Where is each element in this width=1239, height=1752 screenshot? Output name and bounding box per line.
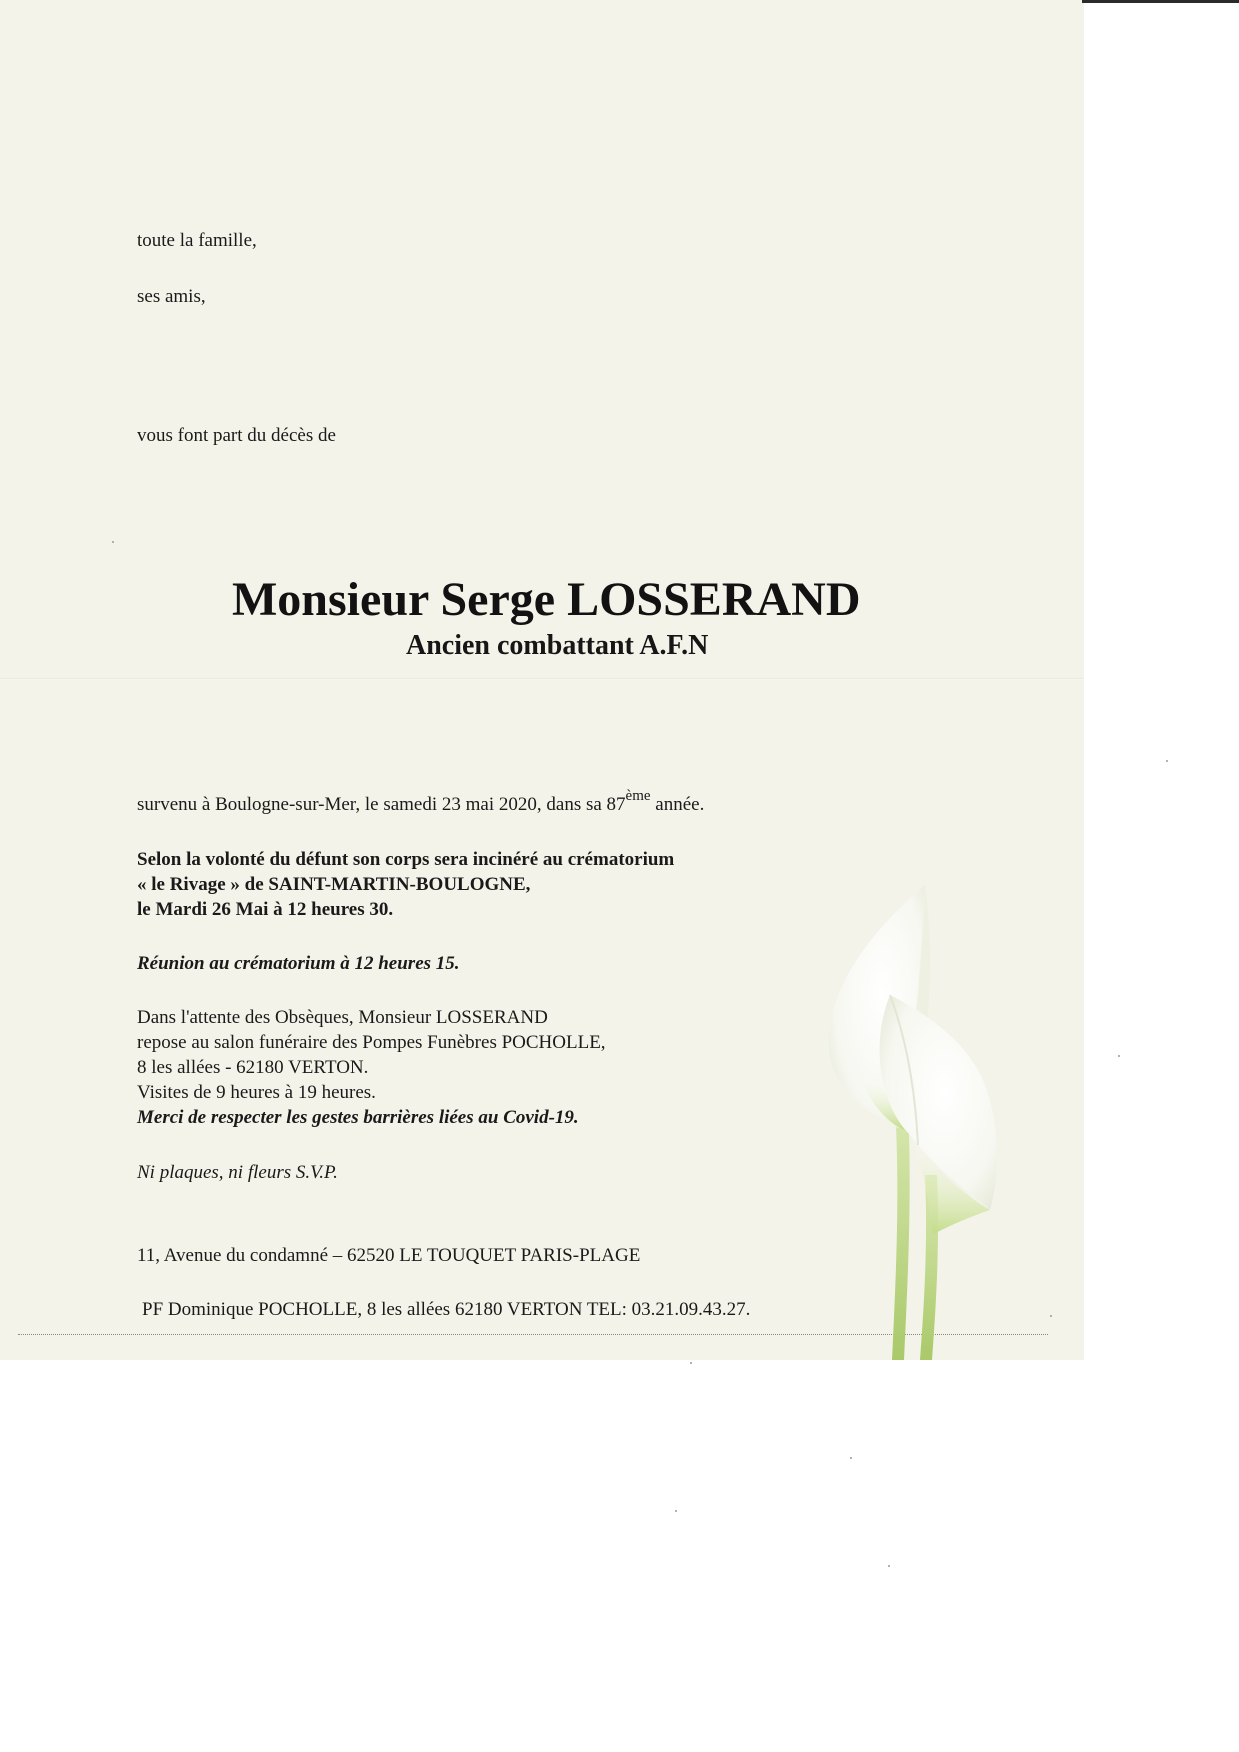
scan-speck	[112, 541, 114, 543]
rest-line-5: Merci de respecter les gestes barrières liées au Covid-19.	[137, 1107, 579, 1128]
scan-speck	[888, 1565, 890, 1567]
funeral-home-line: PF Dominique POCHOLLE, 8 les allées 62180 VERTON TEL: 03.21.09.43.27.	[142, 1299, 751, 1320]
rest-line-2: repose au salon funéraire des Pompes Funèbres POCHOLLE,	[137, 1032, 606, 1053]
death-suffix: année.	[650, 794, 705, 815]
rest-line-3: 8 les allées - 62180 VERTON.	[137, 1057, 369, 1078]
line-announce: vous font part du décès de	[137, 425, 336, 446]
scan-speck	[1166, 760, 1168, 762]
calla-lily-icon	[800, 875, 1020, 1360]
death-superscript: ème	[625, 788, 651, 804]
scan-speck	[850, 1457, 852, 1459]
no-flowers-line: Ni plaques, ni fleurs S.V.P.	[137, 1162, 338, 1183]
deceased-name: Monsieur Serge LOSSERAND	[232, 573, 861, 626]
line-friends: ses amis,	[137, 286, 206, 307]
death-text: survenu à Boulogne-sur-Mer, le samedi 23 mai 2020, dans sa 87	[137, 794, 626, 815]
scan-speck	[690, 1362, 692, 1364]
meeting-line: Réunion au crématorium à 12 heures 15.	[137, 953, 460, 974]
deceased-title: Ancien combattant A.F.N	[406, 630, 709, 661]
scan-speck	[1118, 1055, 1120, 1057]
address-line: 11, Avenue du condamné – 62520 LE TOUQUET PARIS-PLAGE	[137, 1245, 641, 1266]
scan-speck	[675, 1510, 677, 1512]
rest-line-4: Visites de 9 heures à 19 heures.	[137, 1082, 376, 1103]
cremation-line-3: le Mardi 26 Mai à 12 heures 30.	[137, 899, 394, 920]
cremation-line-2: « le Rivage » de SAINT-MARTIN-BOULOGNE,	[137, 874, 531, 895]
death-line	[137, 788, 705, 819]
line-family: toute la famille,	[137, 230, 257, 251]
scan-speck	[1050, 1315, 1052, 1317]
rest-line-1: Dans l'attente des Obsèques, Monsieur LOSSERAND	[137, 1007, 548, 1028]
top-edge-rule	[1082, 0, 1239, 3]
fold-line	[0, 678, 1084, 680]
cremation-line-1: Selon la volonté du défunt son corps sera incinéré au crématorium	[137, 849, 675, 870]
